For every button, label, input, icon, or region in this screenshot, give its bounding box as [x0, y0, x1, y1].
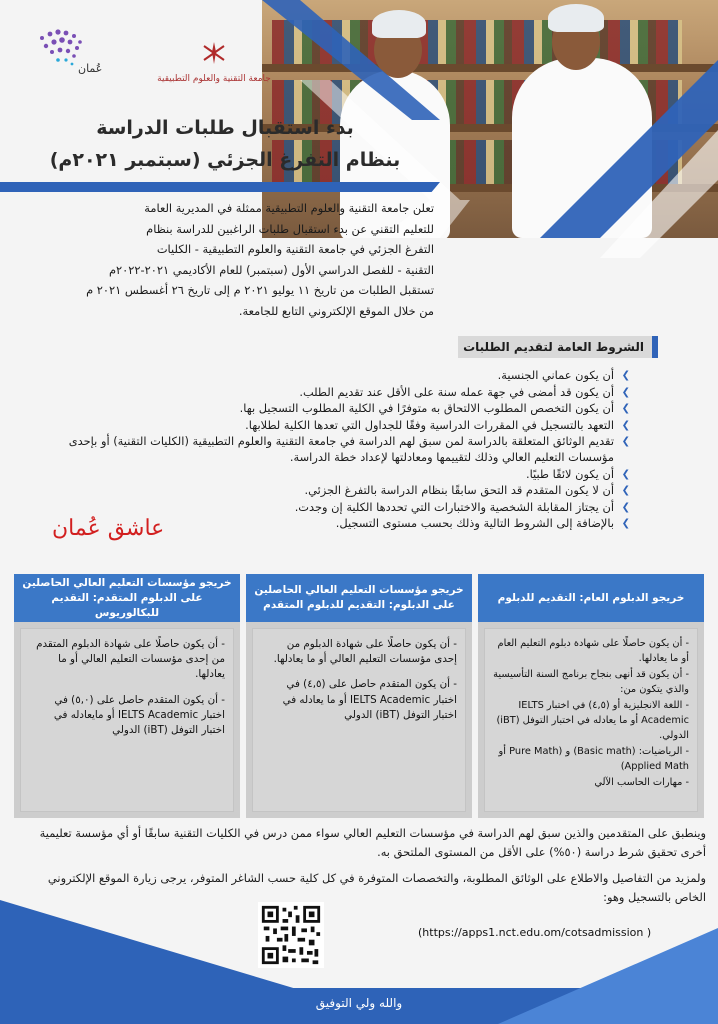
column-requirement: - أن يكون حاصلًا على شهادة الدبلوم المتقدم من إحدى مؤسسات التعليم العالي أو ما يعادلها. [36, 638, 225, 681]
closing-text: والله ولي التوفيق [315, 996, 403, 1010]
column-requirement: - أن يكون المتقدم حاصل على (٥,٠) في اختبار IELTS Academic أو مايعادله في اختبار التوفل (iBT) الدولي [53, 693, 225, 737]
university-logo [154, 40, 274, 100]
logo-area [22, 18, 271, 98]
intro-line: تستقبل الطلبات من تاريخ ١١ يوليو ٢٠٢١ م إلى تاريخ ٢٦ أغسطس ٢٠٢١ م [86, 283, 434, 297]
column-requirement: - أن يكون حاصلًا على شهادة دبلوم التعليم العام أو ما يعادلها. [497, 638, 689, 664]
column-header: خريجو مؤسسات التعليم العالي الحاصلين على الدبلوم المتقدم: التقديم للبكالوريوس [14, 574, 240, 622]
khanjar-emblem-icon [200, 40, 228, 66]
decorative-corner [0, 900, 300, 990]
column-advanced-diploma [246, 574, 472, 818]
title-underline [0, 182, 440, 192]
oman-logo-label: عُمان [78, 62, 103, 75]
condition-item: ❯ أن يكون لائقًا طبيًا. [60, 467, 630, 483]
conditions-list [60, 368, 630, 533]
page-title [20, 112, 430, 186]
column-header: خريجو الدبلوم العام: التقديم للدبلوم [478, 574, 704, 622]
condition-item: ❯ التعهد بالتسجيل في المقررات الدراسية وفقًا للجداول التي تعدها الكلية لطلابها. [60, 418, 630, 434]
title-line-2: بنظام التفرغ الجزئي (سبتمبر ٢٠٢١م) [49, 149, 401, 171]
column-requirement: - اللغة الانجليزية أو (٤,٥) في اختبار IELTS Academic أو ما يعادله في اختبار التوفل (iBT) الدولي. [496, 700, 689, 741]
column-requirement: - أن يكون حاصلًا على شهادة الدبلوم من إحدى مؤسسات التعليم العالي أو ما يعادلها. [273, 638, 457, 666]
oman-brand-logo [22, 18, 102, 88]
intro-line: للتعليم التقني عن بدء استقبال طلبات الراغبين للدراسة بنظام [146, 221, 434, 236]
watermark-text: عاشق عُمان [52, 516, 165, 541]
footer-paragraph: وينطبق على المتقدمين والذين سبق لهم الدراسة في مؤسسات التعليم العالي سواء ممن درس في الكليات التقنية سابقًا أو أي مؤسسة تعليمية أخرى تحقيق شرط دراسة (٥٠%) على الأقل من المستوى الملتحق به. [39, 826, 706, 859]
column-requirement: - أن يكون المتقدم حاصل على (٤,٥) في اختبار IELTS Academic أو ما يعادله في اختبار التوفل (iBT) الدولي [282, 678, 457, 721]
condition-item: ❯ أن يكون التخصص المطلوب الالتحاق به متوفرًا في الكلية المطلوب التسجيل بها. [60, 401, 630, 417]
column-body [20, 628, 234, 812]
registration-url-link[interactable]: (https://apps1.nct.edu.om/cotsadmission ) [418, 926, 652, 939]
qr-code[interactable] [258, 902, 324, 968]
conditions-header: الشروط العامة لتقديم الطلبات [458, 336, 658, 358]
condition-item: ❯ أن لا يكون المتقدم قد التحق سابقًا بنظام الدراسة بالتفرغ الجزئي. [60, 483, 630, 499]
intro-line: تعلن جامعة التقنية والعلوم التطبيقية ممثلة في المديرية العامة [144, 201, 434, 215]
university-name: جامعة التقنية والعلوم التطبيقية [157, 74, 271, 84]
intro-line: التفرغ الجزئي في جامعة التقنية والعلوم التطبيقية - الكليات [156, 242, 434, 256]
condition-item: ❯ أن يكون عماني الجنسية. [60, 368, 630, 384]
column-requirement: - أن يكون قد أنهى بنجاح برنامج السنة التأسيسية والذي يتكون من: [493, 669, 689, 695]
column-bachelor [14, 574, 240, 818]
condition-item: ❯ بالإضافة إلى الشروط التالية وذلك بحسب مستوى التسجيل. [60, 516, 630, 532]
intro-paragraph [14, 198, 434, 321]
condition-item: ❯ أن يجتاز المقابلة الشخصية والاختبارات التي تحددها الكلية إن وجدت. [60, 500, 630, 516]
footer-paragraph: ولمزيد من التفاصيل والاطلاع على الوثائق المطلوبة، والتخصصات المتوفرة في كل كلية حسب الشاغر المتوفر، يرجى زيارة الموقع الإلكتروني الخاص بالتسجيل وهو: [47, 871, 706, 904]
column-requirement: - الرياضيات: (Basic math) و (Pure Math أو Applied Math) [498, 746, 689, 772]
column-body [484, 628, 698, 812]
column-body [252, 628, 466, 812]
condition-item: ❯ تقديم الوثائق المتعلقة بالدراسة لمن سبق لهم الدراسة في جامعة التقنية والعلوم التطبيقية (الكليات التقنية) أو بإحدى مؤسسات التعليم العالي وذلك لتقييمها ومعادلتها لإعداد خطة الدراسة. [60, 434, 630, 465]
intro-line: التقنية - للفصل الدراسي الأول (سبتمبر) للعام الأكاديمي ٢٠٢١-٢٠٢٢م [108, 262, 434, 277]
column-diploma [478, 574, 704, 818]
condition-item: ❯ أن يكون قد أمضى في جهة عمله سنة على الأقل عند تقديم الطلب. [60, 385, 630, 401]
column-header: خريجو مؤسسات التعليم العالي الحاصلين على الدبلوم: التقديم للدبلوم المتقدم [246, 574, 472, 622]
title-line-1: بدء استقبال طلبات الدراسة [96, 117, 354, 139]
requirements-columns [14, 574, 704, 818]
intro-line: من خلال الموقع الإلكتروني التابع للجامعة. [238, 303, 434, 318]
column-requirement: - مهارات الحاسب الآلي [594, 777, 689, 789]
